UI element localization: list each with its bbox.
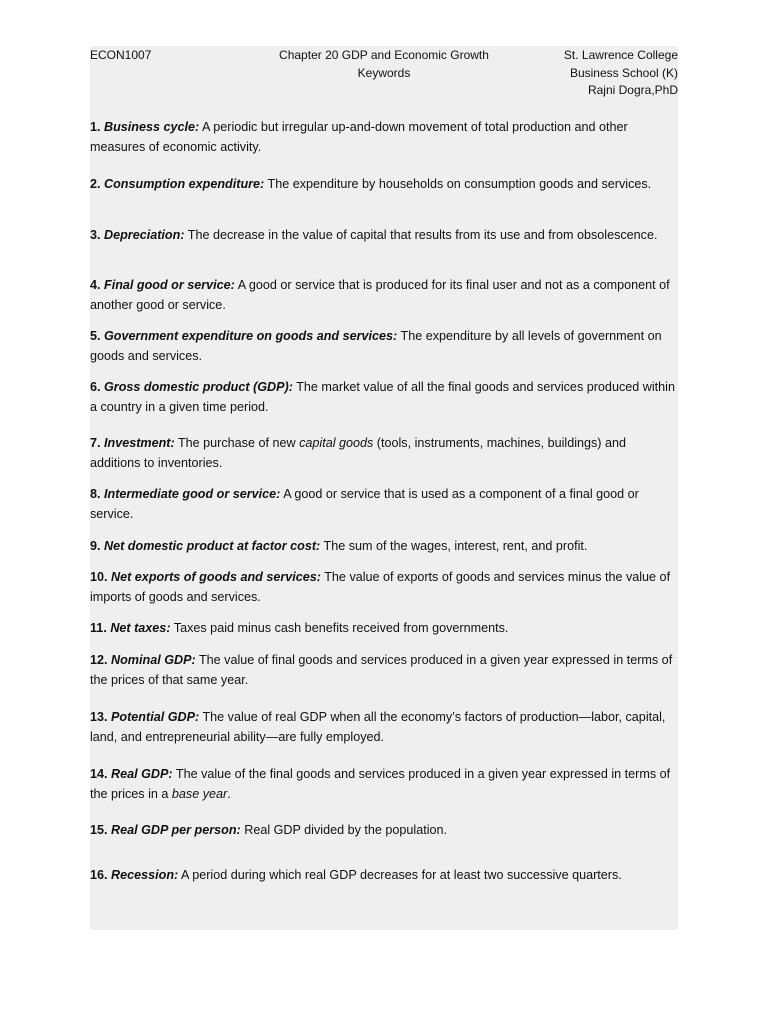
- term-name: Net taxes:: [110, 621, 171, 635]
- term-gdp: [90, 378, 678, 417]
- term-name: Net domestic product at factor cost:: [104, 539, 321, 553]
- term-recession: [90, 866, 678, 886]
- term-definition: Real GDP divided by the population.: [240, 823, 448, 837]
- term-number: 7.: [90, 436, 101, 450]
- term-definition-post: (tools, instruments, machines, buildings) and additions to inventories.: [90, 436, 627, 470]
- term-consumption-expenditure: [90, 175, 678, 195]
- term-definition: The value of exports of goods and services minus the value of imports of goods and services.: [90, 570, 671, 604]
- institution-block: [564, 47, 678, 100]
- term-definition-pre: The purchase of new: [174, 436, 300, 450]
- term-number: 8.: [90, 487, 101, 501]
- college-name: St. Lawrence College: [563, 48, 678, 62]
- term-number: 5.: [90, 329, 101, 343]
- chapter-subtitle: Keywords: [357, 65, 411, 80]
- term-number: 1.: [90, 120, 101, 134]
- term-definition: The sum of the wages, interest, rent, and profit.: [320, 539, 588, 553]
- term-definition: The decrease in the value of capital that results from its use and from obsolescence.: [184, 228, 658, 242]
- term-number: 12.: [90, 653, 108, 667]
- term-name: Nominal GDP:: [111, 653, 196, 667]
- term-name: Real GDP:: [111, 767, 173, 781]
- term-name: Gross domestic product (GDP):: [104, 380, 293, 394]
- document-page: [90, 46, 678, 930]
- term-number: 10.: [90, 570, 108, 584]
- term-business-cycle: [90, 118, 678, 157]
- term-name: Final good or service:: [104, 278, 235, 292]
- term-definition: A periodic but irregular up-and-down movement of total production and other measures of economic activity.: [90, 120, 628, 154]
- term-potential-gdp: [90, 708, 678, 747]
- term-definition: The expenditure by households on consumption goods and services.: [264, 177, 652, 191]
- term-number: 13.: [90, 710, 108, 724]
- term-name: Depreciation:: [104, 228, 185, 242]
- term-net-domestic-product: [90, 537, 678, 557]
- term-name: Investment:: [104, 436, 175, 450]
- term-real-gdp-per-person: [90, 821, 678, 841]
- term-name: Net exports of goods and services:: [111, 570, 321, 584]
- term-name: Real GDP per person:: [111, 823, 241, 837]
- term-definition: A good or service that is produced for its final user and not as a component of another good or service.: [90, 278, 670, 312]
- term-definition-italic: capital goods: [299, 436, 374, 450]
- term-definition: Taxes paid minus cash benefits received from governments.: [170, 621, 509, 635]
- term-definition: The value of real GDP when all the economy’s factors of production—labor, capital, land, and entrepreneurial ability—are fully employed.: [90, 710, 666, 744]
- chapter-title-block: [250, 47, 518, 82]
- term-definition-pre: The value of the final goods and services produced in a given year expressed in terms of the prices in a: [90, 767, 671, 801]
- term-definition: The market value of all the final goods and services produced within a country in a given time period.: [90, 380, 675, 414]
- term-intermediate-good: [90, 485, 678, 524]
- term-definition-post: .: [227, 786, 231, 801]
- term-depreciation: [90, 226, 678, 246]
- school-name: Business School (K): [569, 65, 678, 80]
- term-final-good: [90, 276, 678, 315]
- term-name: Business cycle:: [104, 120, 200, 134]
- term-number: 2.: [90, 177, 101, 191]
- document-header: [90, 46, 678, 108]
- term-number: 16.: [90, 868, 108, 882]
- term-number: 15.: [90, 823, 108, 837]
- term-definition: The value of final goods and services produced in a given year expressed in terms of the prices of that same year.: [90, 653, 673, 687]
- term-definition: A good or service that is used as a component of a final good or service.: [90, 487, 639, 521]
- term-investment: [90, 434, 678, 473]
- term-number: 14.: [90, 767, 108, 781]
- term-definition-italic: base year: [171, 786, 228, 801]
- term-name: Recession:: [111, 868, 179, 882]
- author-name: Rajni Dogra,PhD: [587, 83, 678, 97]
- course-code: ECON1007: [90, 48, 152, 62]
- term-name: Intermediate good or service:: [104, 487, 281, 501]
- term-name: Potential GDP:: [111, 710, 200, 724]
- term-definition: A period during which real GDP decreases for at least two successive quarters.: [178, 868, 622, 882]
- term-net-taxes: [90, 619, 678, 639]
- term-number: 6.: [90, 380, 101, 394]
- term-name: Consumption expenditure:: [104, 177, 265, 191]
- term-number: 3.: [90, 228, 101, 242]
- term-nominal-gdp: [90, 651, 678, 690]
- term-number: 11.: [90, 621, 107, 635]
- term-net-exports: [90, 568, 678, 607]
- term-government-expenditure: [90, 327, 678, 366]
- term-definition: The expenditure by all levels of government on goods and services.: [90, 329, 662, 363]
- term-name: Government expenditure on goods and services:: [104, 329, 398, 343]
- term-number: 9.: [90, 539, 101, 553]
- term-number: 4.: [90, 278, 101, 292]
- term-real-gdp: [90, 765, 678, 804]
- chapter-title: Chapter 20 GDP and Economic Growth: [279, 48, 489, 62]
